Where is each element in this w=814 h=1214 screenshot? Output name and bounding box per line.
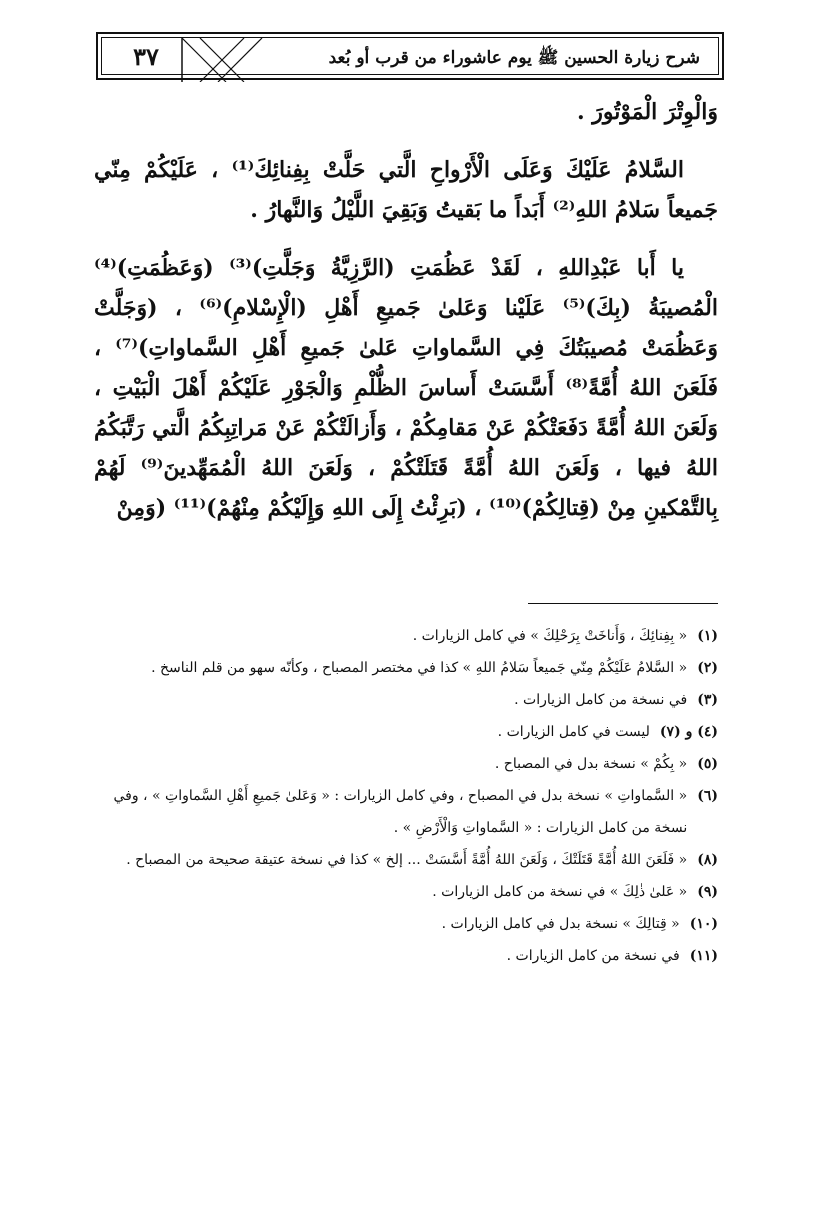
footnote-text: « السَّلامُ عَلَيْكُمْ مِنّي جَميعاً سَلامُ اللهِ » كذا في مختصر المصباح ، وكأنّه سهو من قلم الناسخ . [151, 660, 688, 676]
footnote-text: في نسخة من كامل الزيارات . [514, 692, 688, 708]
footnotes [94, 620, 718, 972]
paragraph: السَّلامُ عَلَيْكَ وَعَلَى الْأَرْواحِ الَّتي حَلَّتْ بِفِنائِكَ⁽¹⁾ ، عَلَيْكُمْ مِنّي جَميعاً سَلامُ اللهِ⁽²⁾ أَبَداً ما بَقيتُ وَبَقِيَ اللَّيْلُ وَالنَّهارُ . [94, 157, 718, 223]
footnote-number: (٨) [697, 852, 718, 868]
footnote [94, 844, 718, 876]
footnote [94, 620, 718, 652]
footnote-number: (١) [697, 628, 718, 644]
footnote-number: (١١) [689, 948, 718, 964]
footnote [94, 780, 718, 844]
footnote-text: « بِفِنائِكَ ، وَأَناخَتْ بِرَحْلِكَ » في كامل الزيارات . [412, 628, 688, 644]
footnote [94, 716, 718, 748]
footnote-text: « قِتالِكَ » نسخة بدل في كامل الزيارات . [441, 916, 680, 932]
footnote-number: (٢) [697, 660, 718, 676]
paragraph: وَالْوِتْرَ الْمَوْتُورَ . [576, 99, 718, 125]
footnote-number: (٥) [697, 756, 718, 772]
footnote-text: « عَلىٰ ذٰلِكَ » في نسخة من كامل الزيارات . [432, 884, 688, 900]
header-inner-frame [101, 37, 719, 75]
header-title: شرح زيارة الحسين ﷺ يوم عاشوراء من قرب أو بُعد [328, 48, 700, 68]
footnote-text: في نسخة من كامل الزيارات . [506, 948, 680, 964]
paragraph: يا أَبا عَبْدِاللهِ ، لَقَدْ عَظُمَتِ (الرَّزِيَّةُ وَجَلَّتِ)⁽³⁾ (وَعَظُمَتِ)⁽⁴⁾ الْمُصيبَةُ (بِكَ)⁽⁵⁾ عَلَيْنا وَعَلىٰ جَميعِ أَهْلِ (الْإِسْلامِ)⁽⁶⁾ ، (وَجَلَّتْ وَعَظُمَتْ مُصيبَتُكَ فِي السَّماواتِ عَلىٰ جَميعِ أَهْلِ السَّماواتِ)⁽⁷⁾ ، فَلَعَنَ اللهُ أُمَّةً⁽⁸⁾ أَسَّسَتْ أَساسَ الظُّلْمِ وَالْجَوْرِ عَلَيْكُمْ أَهْلَ الْبَيْتِ ، وَلَعَنَ اللهُ أُمَّةً دَفَعَتْكُمْ عَنْ مَقامِكُمْ ، وَأَزالَتْكُمْ عَنْ مَراتِبِكُمُ الَّتي رَتَّبَكُمُ اللهُ فيها ، وَلَعَنَ اللهُ أُمَّةً قَتَلَتْكُمْ ، وَلَعَنَ اللهُ الْمُمَهِّدينَ⁽⁹⁾ لَهُمْ بِالتَّمْكينِ مِنْ (قِتالِكُمْ)⁽¹⁰⁾ ، (بَرِئْتُ إِلَى اللهِ وَإِلَيْكُمْ مِنْهُمْ)⁽¹¹⁾ (وَمِنْ [94, 255, 719, 521]
footnote-number: (٣) [697, 692, 718, 708]
footnote-text: ليست في كامل الزيارات . [497, 724, 650, 740]
footnote [94, 876, 718, 908]
running-header [96, 32, 724, 80]
footnote-separator [528, 603, 718, 604]
footnote [94, 940, 718, 972]
footnote [94, 652, 718, 684]
footnote-text: « السَّماواتِ » نسخة بدل في المصباح ، وفي كامل الزيارات : « وَعَلىٰ جَميعِ أَهْلِ السَّماواتِ » ، وفي نسخة من كامل الزيارات : « السَّماواتِ وَالْأَرْضِ » . [113, 788, 688, 836]
footnote-number: (٤) و (٧) [659, 724, 718, 740]
footnote-number: (٦) [697, 788, 718, 804]
page-number: ٣٧ [133, 42, 159, 71]
footnote [94, 684, 718, 716]
footnote-number: (١٠) [689, 916, 718, 932]
main-text [94, 92, 718, 546]
footnote [94, 908, 718, 940]
footnote-number: (٩) [697, 884, 718, 900]
footnote-text: « فَلَعَنَ اللهُ أُمَّةً قَتَلَتْكَ ، وَلَعَنَ اللهُ أُمَّةً أَسَّسَتْ ... إلخ » كذا في نسخة عتيقة صحيحة من المصباح . [126, 852, 688, 868]
footnote [94, 748, 718, 780]
footnote-text: « بِكُمْ » نسخة بدل في المصباح . [494, 756, 688, 772]
